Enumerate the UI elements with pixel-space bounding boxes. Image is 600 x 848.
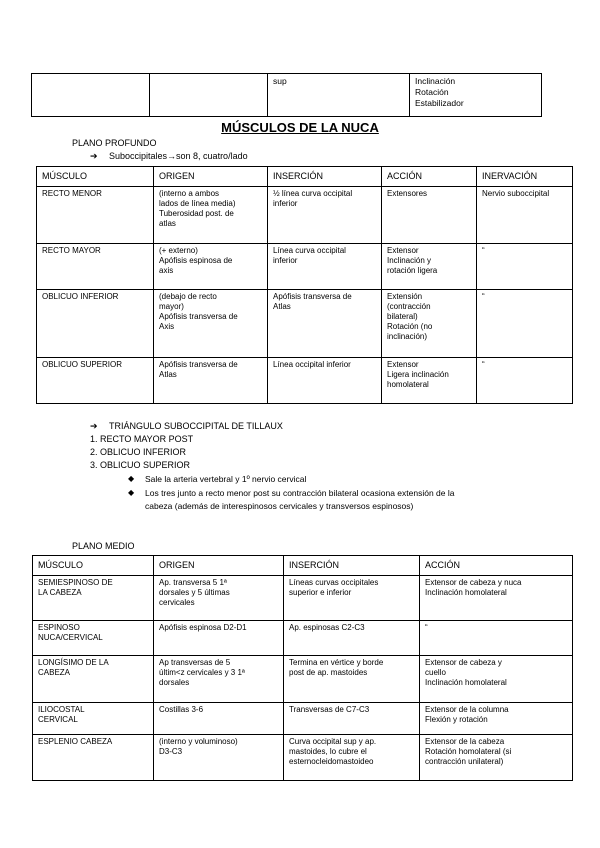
pm-cell: Apófisis espinosa D2-D1 — [154, 621, 284, 656]
pp-header: INSERCIÓN — [268, 167, 382, 187]
pm-cell: (interno y voluminoso) D3-C3 — [154, 735, 284, 781]
pm-cell: Extensor de cabeza y nuca Inclinación homolateral — [420, 576, 573, 621]
pm-header: ORIGEN — [154, 556, 284, 576]
pp-cell: Línea occipital inferior — [268, 358, 382, 404]
pp-cell: Línea curva occipital inferior — [268, 244, 382, 290]
pm-header: ACCIÓN — [420, 556, 573, 576]
pm-cell: “ — [420, 621, 573, 656]
list-item: 2. OBLICUO INFERIOR — [90, 447, 187, 457]
pm-cell: Extensor de cabeza y cuello Inclinación homolateral — [420, 656, 573, 703]
pm-cell: Ap. espinosas C2-C3 — [284, 621, 420, 656]
table-row — [37, 187, 573, 244]
table-row — [33, 735, 573, 781]
table-row — [33, 576, 573, 621]
top-cell-2 — [150, 74, 268, 117]
plano-profundo-heading: PLANO PROFUNDO — [72, 138, 157, 148]
pp-cell: Apófisis transversa de Atlas — [268, 290, 382, 358]
pp-header: ORIGEN — [154, 167, 268, 187]
pm-cell: SEMIESPINOSO DE LA CABEZA — [33, 576, 154, 621]
pp-cell: ½ línea curva occipital inferior — [268, 187, 382, 244]
plano-medio-heading: PLANO MEDIO — [72, 541, 135, 551]
bullet-text: Sale la arteria vertebral y 1º nervio cervical — [145, 474, 307, 484]
pp-cell: Extensor Ligera inclinación homolateral — [382, 358, 477, 404]
pp-header: MÚSCULO — [37, 167, 154, 187]
pp-header: INERVACIÓN — [477, 167, 573, 187]
pm-header: INSERCIÓN — [284, 556, 420, 576]
pm-header: MÚSCULO — [33, 556, 154, 576]
pp-cell: (+ externo) Apófisis espinosa de axis — [154, 244, 268, 290]
pp-cell: RECTO MAYOR — [37, 244, 154, 290]
top-cell-1 — [32, 74, 150, 117]
list-item: 1. RECTO MAYOR POST — [90, 434, 194, 444]
pp-cell: “ — [477, 290, 573, 358]
table-row — [37, 290, 573, 358]
table-row — [37, 244, 573, 290]
pp-cell: Extensor Inclinación y rotación ligera — [382, 244, 477, 290]
pm-cell: Líneas curvas occipitales superior e inferior — [284, 576, 420, 621]
pp-cell: RECTO MENOR — [37, 187, 154, 244]
page-title: MÚSCULOS DE LA NUCA — [221, 120, 379, 135]
pp-cell: (debajo de recto mayor) Apófisis transversa de Axis — [154, 290, 268, 358]
pm-cell: Costillas 3-6 — [154, 703, 284, 735]
pp-cell: OBLICUO INFERIOR — [37, 290, 154, 358]
diamond-bullet-icon: ◆ — [128, 488, 135, 497]
pm-cell: Extensor de la columna Flexión y rotación — [420, 703, 573, 735]
pp-cell: (interno a ambos lados de línea media) Tuberosidad post. de atlas — [154, 187, 268, 244]
pp-cell: Extensores — [382, 187, 477, 244]
pm-cell: Termina en vértice y borde post de ap. mastoides — [284, 656, 420, 703]
table-row — [33, 703, 573, 735]
pp-cell: “ — [477, 358, 573, 404]
pm-cell: Extensor de la cabeza Rotación homolateral (si contracción unilateral) — [420, 735, 573, 781]
pm-cell: Curva occipital sup y ap. mastoides, lo cubre el esternocleidomastoideo — [284, 735, 420, 781]
table-row — [37, 358, 573, 404]
bullet-text: Los tres junto a recto menor post su contracción bilateral ocasiona extensión de la cabeza (además de interespinosos cervicales y transversos espinosos) — [145, 488, 455, 511]
pm-cell: Ap transversas de 5 últim<z cervicales y 3 1ª dorsales — [154, 656, 284, 703]
pm-cell: LONGÍSIMO DE LA CABEZA — [33, 656, 154, 703]
arrow-icon: ➔ — [90, 421, 98, 431]
list-item: 3. OBLICUO SUPERIOR — [90, 460, 191, 470]
table-row — [33, 656, 573, 703]
plano-medio-table — [32, 555, 573, 781]
pp-cell: Nervio suboccipital — [477, 187, 573, 244]
plano-profundo-table — [36, 166, 573, 404]
pm-cell: ESPINOSO NUCA/CERVICAL — [33, 621, 154, 656]
pp-header: ACCIÓN — [382, 167, 477, 187]
pp-cell: Extensión (contracción bilateral) Rotación (no inclinación) — [382, 290, 477, 358]
pp-cell: Apófisis transversa de Atlas — [154, 358, 268, 404]
pm-cell: ILIOCOSTAL CERVICAL — [33, 703, 154, 735]
top-cell-4: Inclinación Rotación Estabilizador — [410, 74, 542, 117]
pp-cell: “ — [477, 244, 573, 290]
pm-cell: ESPLENIO CABEZA — [33, 735, 154, 781]
top-partial-table — [31, 73, 542, 117]
diamond-bullet-icon: ◆ — [128, 474, 135, 483]
table-row — [33, 621, 573, 656]
pm-cell: Transversas de C7-C3 — [284, 703, 420, 735]
pp-cell: OBLICUO SUPERIOR — [37, 358, 154, 404]
top-cell-3: sup — [268, 74, 410, 117]
arrow-icon: ➔ — [90, 151, 98, 161]
pm-cell: Ap. transversa 5 1ª dorsales y 5 últimas cervicales — [154, 576, 284, 621]
triangulo-heading: TRIÁNGULO SUBOCCIPITAL DE TILLAUX — [109, 421, 283, 431]
suboccipitales-line: Suboccipitales→son 8, cuatro/lado — [109, 151, 248, 161]
